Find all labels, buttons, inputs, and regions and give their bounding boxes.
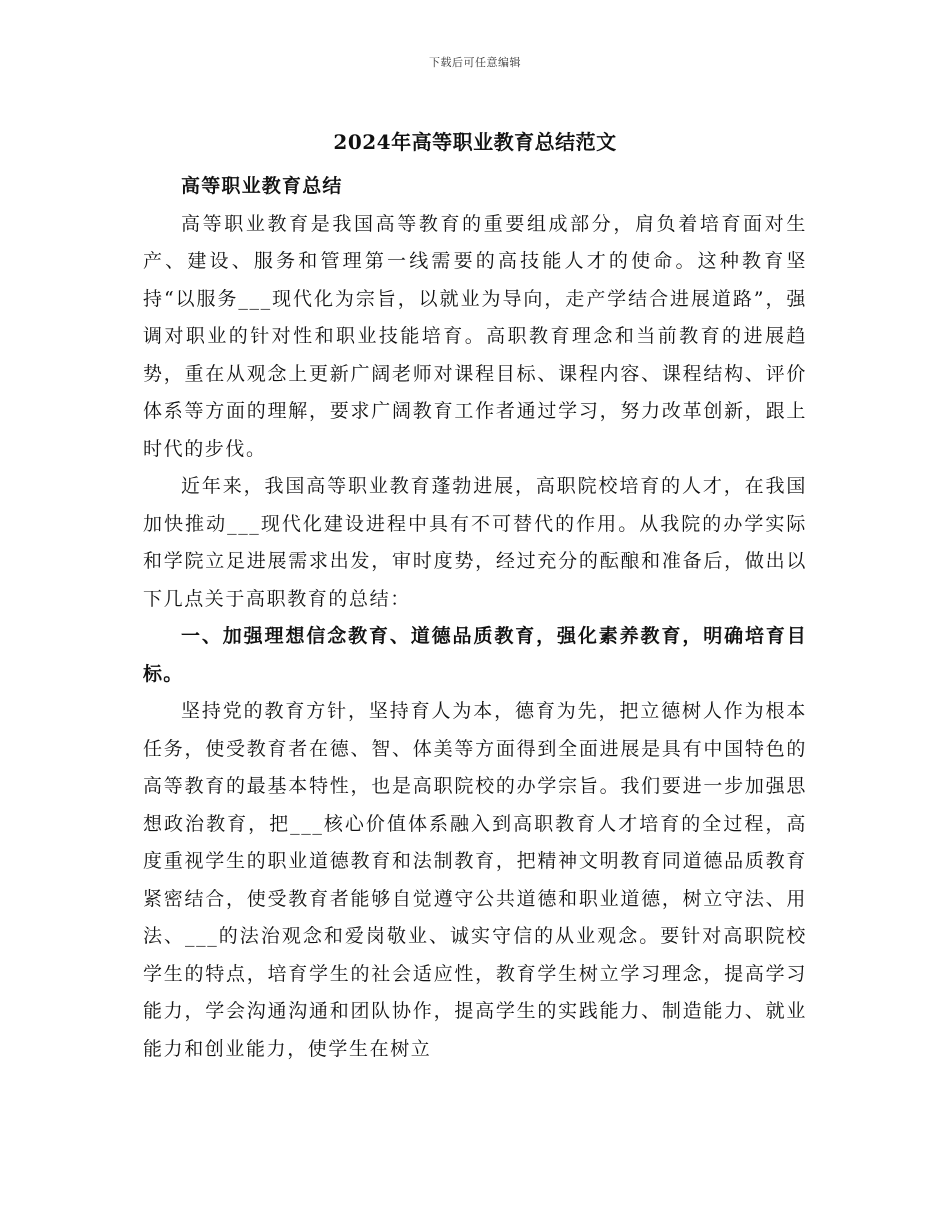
paragraph-2: 近年来，我国高等职业教育蓬勃进展，高职院校培育的人才，在我国加快推动___现代化建设进程中具有不可替代的作用。从我院的办学实际和学院立足进展需求出发，审时度势，经过充分的酝酿和准备后，做出以下几点关于高职教育的总结： (143, 475, 807, 610)
paragraph-1: 高等职业教育是我国高等教育的重要组成部分，肩负着培育面对生产、建设、服务和管理第一线需要的高技能人才的使命。这种教育坚持“以服务___现代化为宗旨，以就业为导向，走产学结合进展道路”，强调对职业的针对性和职业技能培育。高职教育理念和当前教育的进展趋势，重在从观念上更新广阔老师对课程目标、课程内容、课程结构、评价体系等方面的理解，要求广阔教育工作者通过学习，努力改革创新，跟上时代的步伐。 (143, 212, 807, 460)
document-body (143, 168, 807, 1068)
subheading-1: 一、加强理想信念教育、道德品质教育，强化素养教育，明确培育目标。 (143, 625, 807, 685)
section-heading: 高等职业教育总结 (181, 175, 343, 197)
document-title: 2024年高等职业教育总结范文 (333, 130, 617, 154)
header-note: 下载后可任意编辑 (429, 56, 521, 69)
paragraph-3: 坚持党的教育方针，坚持育人为本，德育为先，把立德树人作为根本任务，使受教育者在德、智、体美等方面得到全面进展是具有中国特色的高等教育的最基本特性，也是高职院校的办学宗旨。我们要进一步加强思想政治教育，把___核心价值体系融入到高职教育人才培育的全过程，高度重视学生的职业道德教育和法制教育，把精神文明教育同道德品质教育紧密结合，使受教育者能够自觉遵守公共道德和职业道德，树立守法、用法、___的法治观念和爱岗敬业、诚实守信的从业观念。要针对高职院校学生的特点，培育学生的社会适应性，教育学生树立学习理念，提高学习能力，学会沟通沟通和团队协作，提高学生的实践能力、制造能力、就业能力和创业能力，使学生在树立 (143, 700, 807, 1060)
